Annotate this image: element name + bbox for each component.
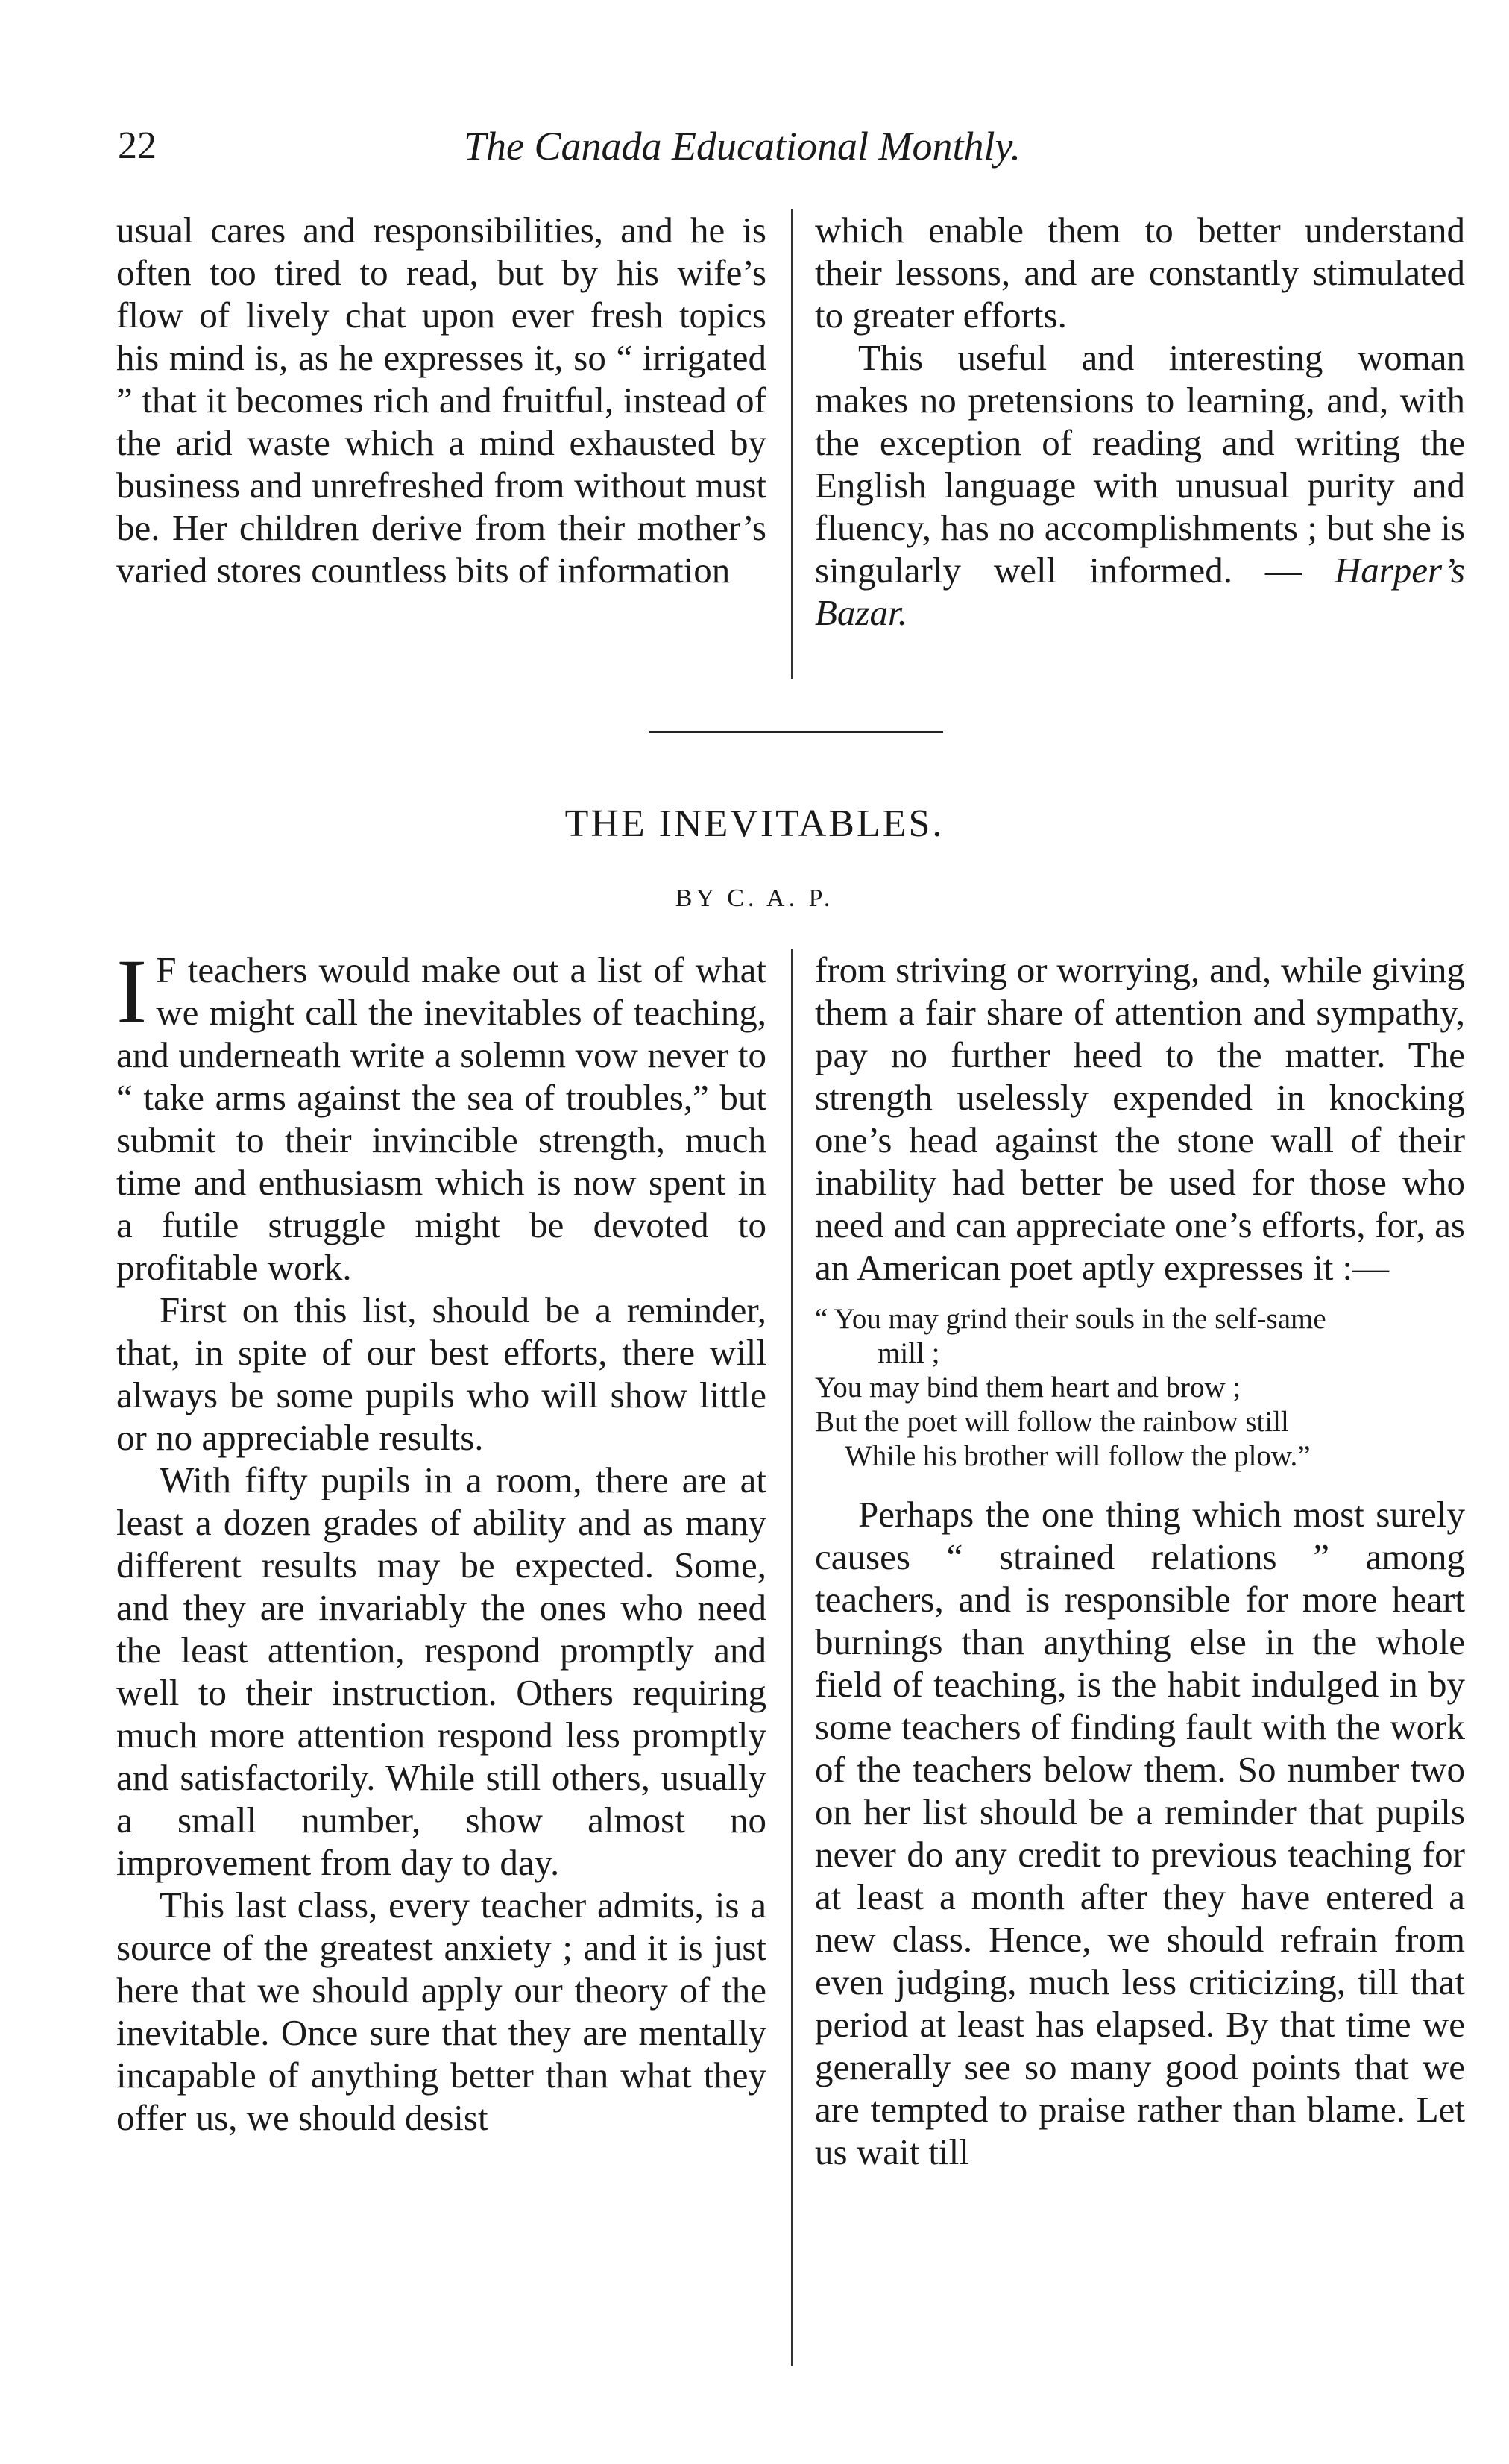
paragraph: from striving or worrying, and, while giving them a fair share of attention and sympathy, pay no further heed to the matter. The strength uselessly expended in knocking one’s head against the stone wall of their inability had better be used for those who need and can appreciate one’s efforts, for, as an American poet aptly expresses it :— bbox=[815, 949, 1465, 1288]
poem-line: While his brother will follow the plow.” bbox=[845, 1440, 1311, 1472]
article-byline: BY C. A. P. bbox=[675, 884, 834, 912]
poem-line: But the poet will follow the rainbow still bbox=[815, 1406, 1289, 1438]
drop-cap: I bbox=[116, 940, 148, 1043]
column-divider bbox=[791, 949, 793, 2366]
paragraph-text: F teachers would make out a list of what we might call the inevitables of teaching, and underneath write a solemn vow never to “ take arms against the sea of troubles,” but submit to their invincible strength, much time and enthusiasm which is now spent in a futile struggle might be devoted to profitable work. bbox=[116, 949, 766, 1288]
poem-quote bbox=[815, 1302, 1465, 1474]
paragraph: With fifty pupils in a room, there are at least a dozen grades of ability and as many different results may be expected. Some, and they are invariably the ones who need the least attention, respond promptly and well to their instruction. Others requiring much more attention respond less promptly and satisfactorily. While still others, usually a small number, show almost no improvement from day to day. bbox=[116, 1459, 766, 1883]
paragraph bbox=[815, 336, 1465, 634]
paragraph: This last class, every teacher admits, is a source of the greatest anxiety ; and it is just here that we should apply our theory of the inevitable. Once sure that they are mentally incapable of anything better than what they offer us, we should desist bbox=[116, 1885, 766, 2138]
poem-line: “ You may grind their souls in the self-same bbox=[815, 1303, 1326, 1335]
paragraph-text: This useful and interesting woman makes no pretensions to learning, and, with the exception of reading and writing the English language with unusual purity and fluency, has no accomplishments ; but she is singularly well informed. — bbox=[815, 337, 1465, 591]
article-left-column bbox=[116, 940, 766, 2139]
previous-article-left-column bbox=[116, 209, 766, 591]
page-number: 22 bbox=[118, 125, 157, 167]
section-divider bbox=[649, 731, 943, 733]
running-title: The Canada Educational Monthly. bbox=[464, 124, 1021, 169]
column-divider bbox=[791, 209, 793, 679]
paragraph: usual cares and responsibilities, and he is often too tired to read, but by his wife’s flow of lively chat upon ever fresh topics his mind is, as he expresses it, so “ irrigated ” that it becomes rich and fruitful, instead of the arid waste which a mind exhausted by business and unrefreshed from without must be. Her children derive from their mother’s varied stores countless bits of information bbox=[116, 210, 766, 591]
page-header bbox=[118, 116, 1467, 176]
paragraph bbox=[116, 940, 766, 1289]
source-citation: Harper’s Bazar. bbox=[815, 550, 1465, 633]
article-right-column bbox=[815, 949, 1465, 2173]
poem-line: mill ; bbox=[878, 1337, 940, 1369]
paragraph: Perhaps the one thing which most surely causes “ strained relations ” among teachers, and is responsible for more heart burnings than anything else in the whole field of teaching, is the habit indulged in by some teachers of finding fault with the work of the teachers below them. So number two on her list should be a reminder that pupils never do any credit to previous teaching for at least a month after they have entered a new class. Hence, we should refrain from even judging, much less criticizing, till that period at least has elapsed. By that time we generally see so many good points that we are tempted to praise rather than blame. Let us wait till bbox=[815, 1494, 1465, 2172]
paragraph: which enable them to better understand their lessons, and are constantly stimulated to greater efforts. bbox=[815, 210, 1465, 336]
poem-line: You may bind them heart and brow ; bbox=[815, 1371, 1241, 1404]
paragraph: First on this list, should be a reminder, that, in spite of our best efforts, there will always be some pupils who will show little or no appreciable results. bbox=[116, 1289, 766, 1458]
article-title: THE INEVITABLES. bbox=[564, 802, 945, 845]
previous-article-right-column bbox=[815, 209, 1465, 634]
